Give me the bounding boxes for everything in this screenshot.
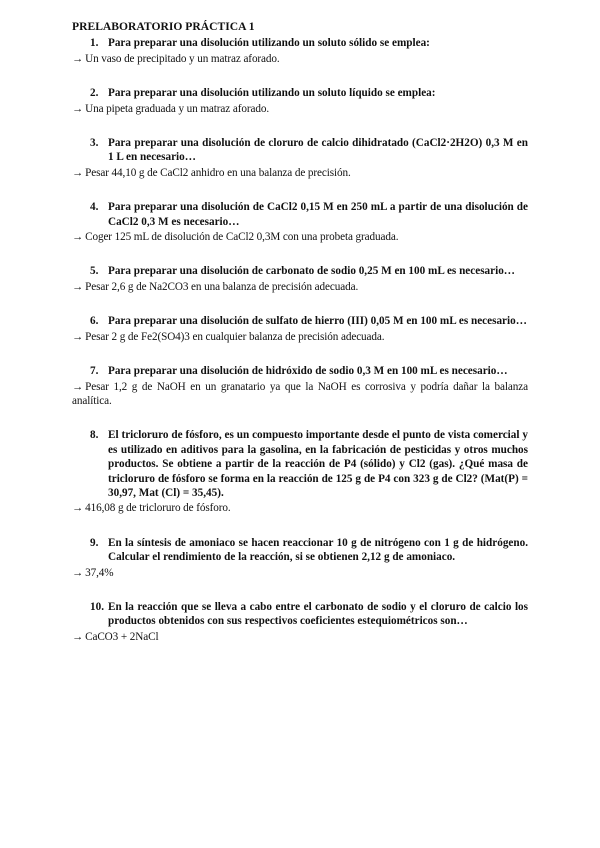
question-item <box>72 428 528 515</box>
answer-text: Pesar 44,10 g de CaCl2 anhidro en una balanza de precisión. <box>85 166 351 179</box>
question-item <box>72 536 528 580</box>
arrow-right-icon: → <box>72 280 84 293</box>
arrow-right-icon: → <box>72 52 84 65</box>
question-number: 7. <box>90 365 99 378</box>
question-item <box>72 136 528 180</box>
document-page <box>72 20 528 664</box>
answer <box>72 52 528 66</box>
answer-text: CaCO3 + 2NaCl <box>85 630 159 643</box>
answer <box>72 102 528 116</box>
arrow-right-icon: → <box>72 502 84 515</box>
question-item <box>72 600 528 644</box>
question <box>72 314 528 328</box>
answer-text: Coger 125 mL de disolución de CaCl2 0,3M con una probeta graduada. <box>85 231 399 244</box>
question <box>72 364 528 378</box>
question-list <box>72 36 528 644</box>
question-number: 9. <box>90 536 99 549</box>
arrow-right-icon: → <box>72 566 84 579</box>
question <box>72 536 528 565</box>
question-number: 4. <box>90 201 99 214</box>
question <box>72 428 528 500</box>
answer <box>72 566 528 580</box>
arrow-right-icon: → <box>72 231 84 244</box>
question-item <box>72 364 528 408</box>
question <box>72 600 528 629</box>
question-text: Para preparar una disolución de cloruro de calcio dihidratado (CaCl2·2H2O) 0,3 M en 1 L en necesario… <box>108 137 528 164</box>
question <box>72 136 528 165</box>
question <box>72 264 528 278</box>
answer-text: Un vaso de precipitado y un matraz aforado. <box>85 52 280 65</box>
answer <box>72 166 528 180</box>
question-text: Para preparar una disolución de CaCl2 0,15 M en 250 mL a partir de una disolución de CaCl2 0,3 M es necesario… <box>108 201 528 228</box>
question-number: 5. <box>90 265 99 278</box>
question <box>72 200 528 229</box>
answer-text: Pesar 2,6 g de Na2CO3 en una balanza de precisión adecuada. <box>85 280 359 293</box>
arrow-right-icon: → <box>72 380 84 393</box>
question <box>72 86 528 100</box>
question-item <box>72 264 528 294</box>
answer <box>72 380 528 409</box>
arrow-right-icon: → <box>72 166 84 179</box>
question-text: Para preparar una disolución de hidróxido de sodio 0,3 M en 100 mL es necesario… <box>108 365 508 378</box>
question-number: 10. <box>90 600 104 613</box>
answer-text: Pesar 1,2 g de NaOH en un granatario ya que la NaOH es corrosiva y podría dañar la balanza analítica. <box>72 380 528 407</box>
question-text: Para preparar una disolución utilizando un soluto líquido se emplea: <box>108 87 436 100</box>
answer <box>72 630 528 644</box>
question-text: El tricloruro de fósforo, es un compuesto importante desde el punto de vista comercial y es utilizado en aditivos para la gasolina, en la fabricación de pesticidas y otros muchos productos. Se obtiene a partir de la reacción de P4 (sólido) y Cl2 (gas). ¿Qué masa de tricloruro de fósforo se forma en la reacción de 125 g de P4 con 323 g de Cl2? (Mat(P) = 30,97, Mat (Cl) = 35,45). <box>108 429 528 499</box>
question-text: Para preparar una disolución de carbonato de sodio 0,25 M en 100 mL es necesario… <box>108 265 515 278</box>
question-text: En la reacción que se lleva a cabo entre el carbonato de sodio y el cloruro de calcio los productos obtenidos con sus respectivos coeficientes estequiométricos son… <box>108 600 528 628</box>
arrow-right-icon: → <box>72 330 84 343</box>
answer-text: Pesar 2 g de Fe2(SO4)3 en cualquier balanza de precisión adecuada. <box>85 330 385 343</box>
answer-text: 37,4% <box>85 566 114 579</box>
answer <box>72 280 528 294</box>
answer <box>72 501 528 515</box>
question-number: 6. <box>90 315 99 328</box>
question-item <box>72 200 528 244</box>
question-number: 1. <box>90 37 99 50</box>
answer <box>72 230 528 244</box>
arrow-right-icon: → <box>72 630 84 643</box>
question-item <box>72 86 528 116</box>
answer-text: Una pipeta graduada y un matraz aforado. <box>85 102 270 115</box>
question-item <box>72 36 528 66</box>
question-number: 8. <box>90 429 99 442</box>
arrow-right-icon: → <box>72 102 84 115</box>
answer-text: 416,08 g de tricloruro de fósforo. <box>85 502 231 515</box>
question-text: Para preparar una disolución de sulfato de hierro (III) 0,05 M en 100 mL es necesario… <box>108 315 527 328</box>
question <box>72 36 528 50</box>
question-number: 3. <box>90 137 99 150</box>
question-item <box>72 314 528 344</box>
question-text: En la síntesis de amoniaco se hacen reaccionar 10 g de nitrógeno con 1 g de hidrógeno. Calcular el rendimiento de la reacción, si se obtienen 2,12 g de amoniaco. <box>108 536 528 564</box>
question-number: 2. <box>90 87 99 100</box>
answer <box>72 330 528 344</box>
question-text: Para preparar una disolución utilizando un soluto sólido se emplea: <box>108 37 430 50</box>
page-title: PRELABORATORIO PRÁCTICA 1 <box>72 20 255 33</box>
